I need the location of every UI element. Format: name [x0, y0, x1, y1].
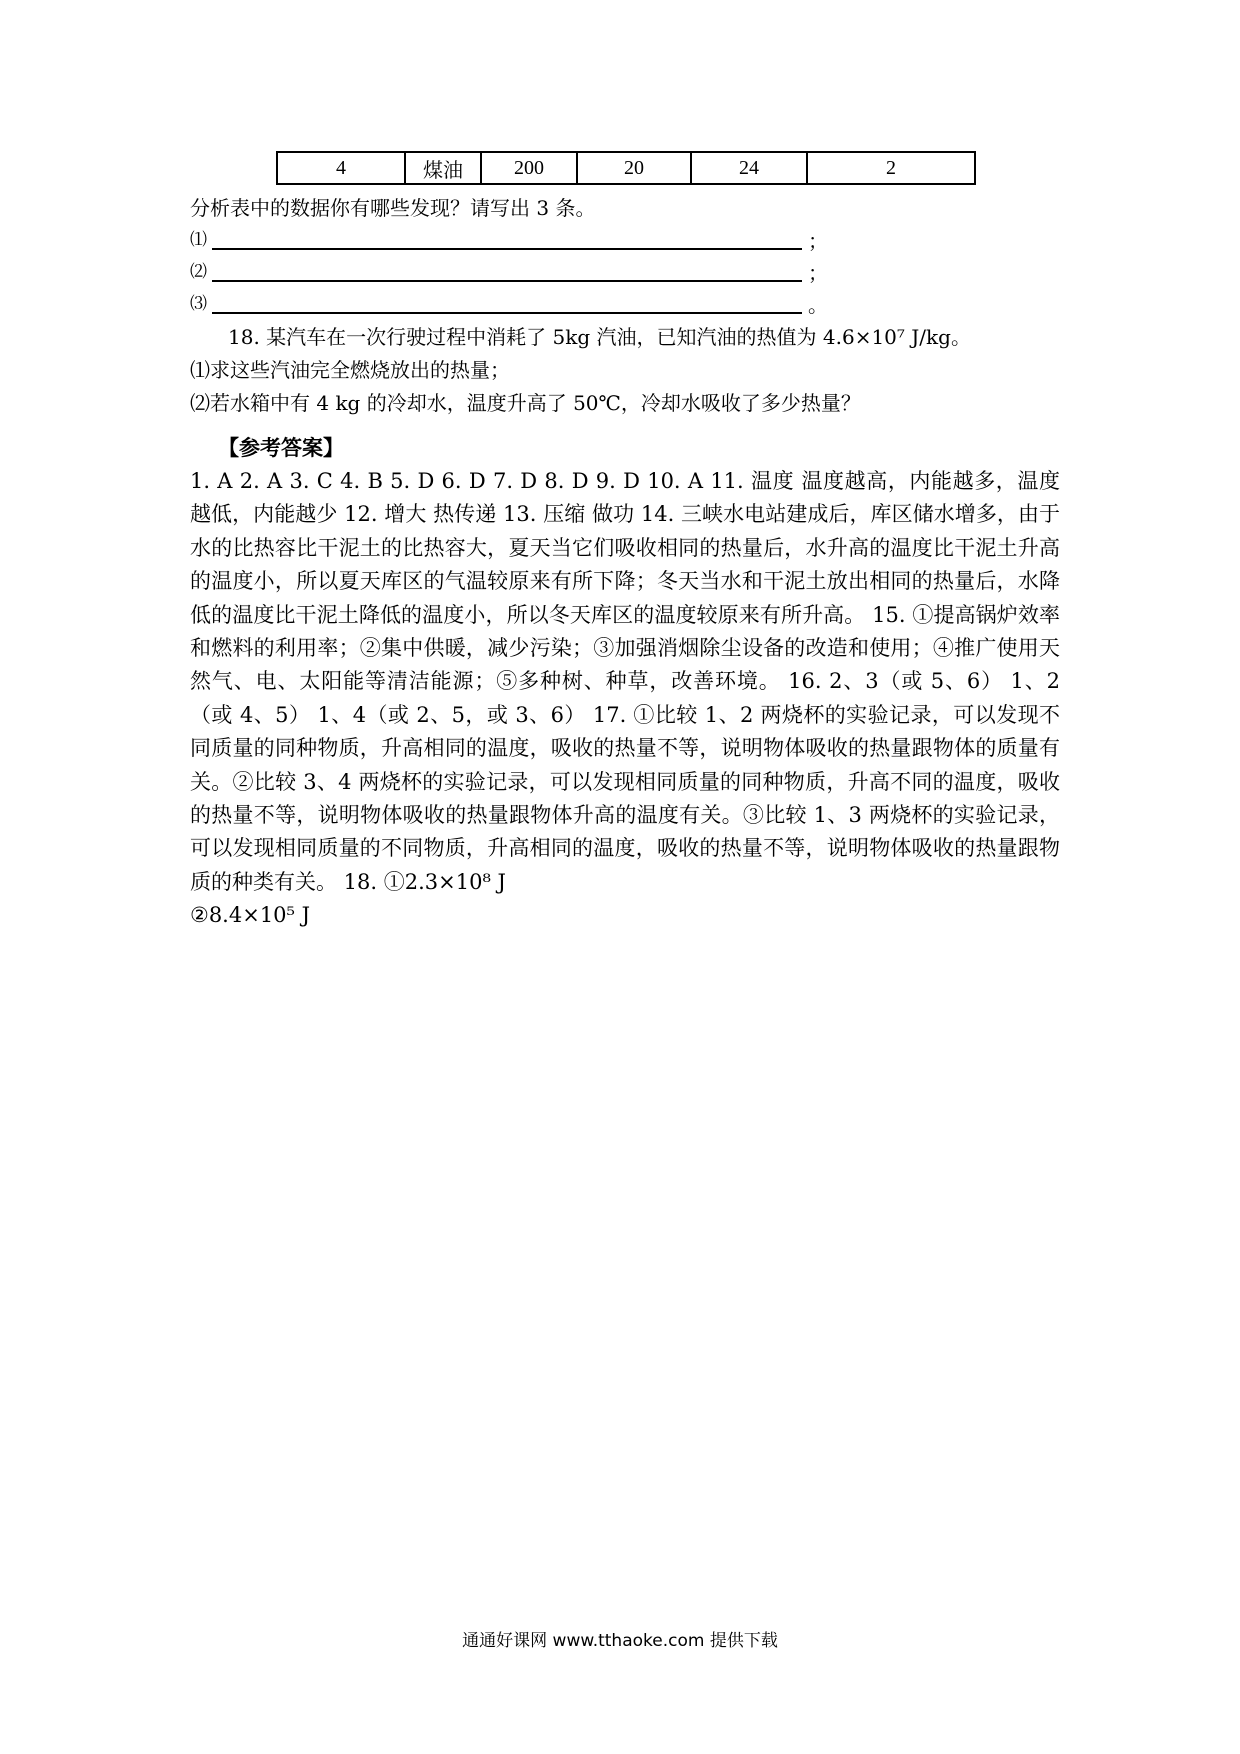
answer-heading: 【参考答案】 [218, 435, 344, 460]
blank-punctuation: ； [808, 261, 828, 285]
blank-punctuation: ； [808, 229, 828, 253]
data-table [276, 151, 976, 185]
table-cell: 20 [577, 152, 691, 184]
table-cell: 2 [807, 152, 975, 184]
table-cell: 200 [481, 152, 577, 184]
blank-number: ⑵ [190, 262, 207, 281]
blank-line[interactable] [212, 312, 802, 314]
question-18-part2: ⑵若水箱中有 4 kg 的冷却水，温度升高了 50℃，冷却水吸收了多少热量？ [190, 391, 861, 415]
answer-paragraph: 1. A 2. A 3. C 4. B 5. D 6. D 7. D 8. D 9. D 10. A 11. 温度 温度越高，内能越多，温度越低，内能越少 12. 增大 热传递 13. 压缩 做功 14. 三峡水电站建成后，库区储水增多，由于水的比热容比干泥土的比热容大，夏天当它们吸收相同的热量后，水升高的温度比干泥土升高的温度小，所以夏天库区的气温较原来有所下降；冬天当水和干泥土放出相同的热量后，水降低的温度比干泥土降低的温度小，所以冬天库区的温度较原来有所升高。 15. ①提高锅炉效率和燃料的利用率；②集中供暖，减少污染；③加强消烟除尘设备的改造和使用；④推广使用天然气、电、太阳能等清洁能源；⑤多种树、种草，改善环境。 16. 2、3（或 5、6） 1、2（或 4、5） 1、4（或 2、5，或 3、6） 17. ①比较 1、2 两烧杯的实验记录，可以发现不同质量的同种物质，升高相同的温度，吸收的热量不等，说明物体吸收的热量跟物体的质量有关。②比较 3、4 两烧杯的实验记录，可以发现相同质量的同种物质，升高不同的温度，吸收的热量不等，说明物体吸收的热量跟物体升高的温度有关。③比较 1、3 两烧杯的实验记录，可以发现相同质量的不同物质，升高相同的温度，吸收的热量不等，说明物体吸收的热量跟物质的种类有关。 18. ①2.3×10⁸ J [190, 469, 1060, 894]
question-18-stem: 18. 某汽车在一次行驶过程中消耗了 5kg 汽油，已知汽油的热值为 4.6×10⁷ J/kg。 [228, 325, 971, 349]
answer-last-line: ②8.4×10⁵ J [190, 903, 311, 928]
table-cell: 煤油 [405, 152, 481, 184]
answer-blank-3 [190, 289, 830, 319]
answer-blank-1 [190, 225, 830, 255]
prompt-text: 分析表中的数据你有哪些发现？请写出 3 条。 [190, 196, 596, 220]
blank-line[interactable] [212, 248, 802, 250]
table-cell: 24 [691, 152, 807, 184]
table-cell: 4 [277, 152, 405, 184]
question-18-part1: ⑴求这些汽油完全燃烧放出的热量； [190, 358, 510, 382]
table-row [277, 152, 975, 184]
answer-blank-2 [190, 257, 830, 287]
page-footer: 通通好课网 www.tthaoke.com 提供下载 [462, 1631, 778, 1651]
blank-number: ⑶ [190, 294, 207, 313]
blank-number: ⑴ [190, 230, 207, 249]
blank-punctuation: 。 [808, 293, 828, 317]
blank-line[interactable] [212, 280, 802, 282]
answer-key [190, 465, 1060, 933]
